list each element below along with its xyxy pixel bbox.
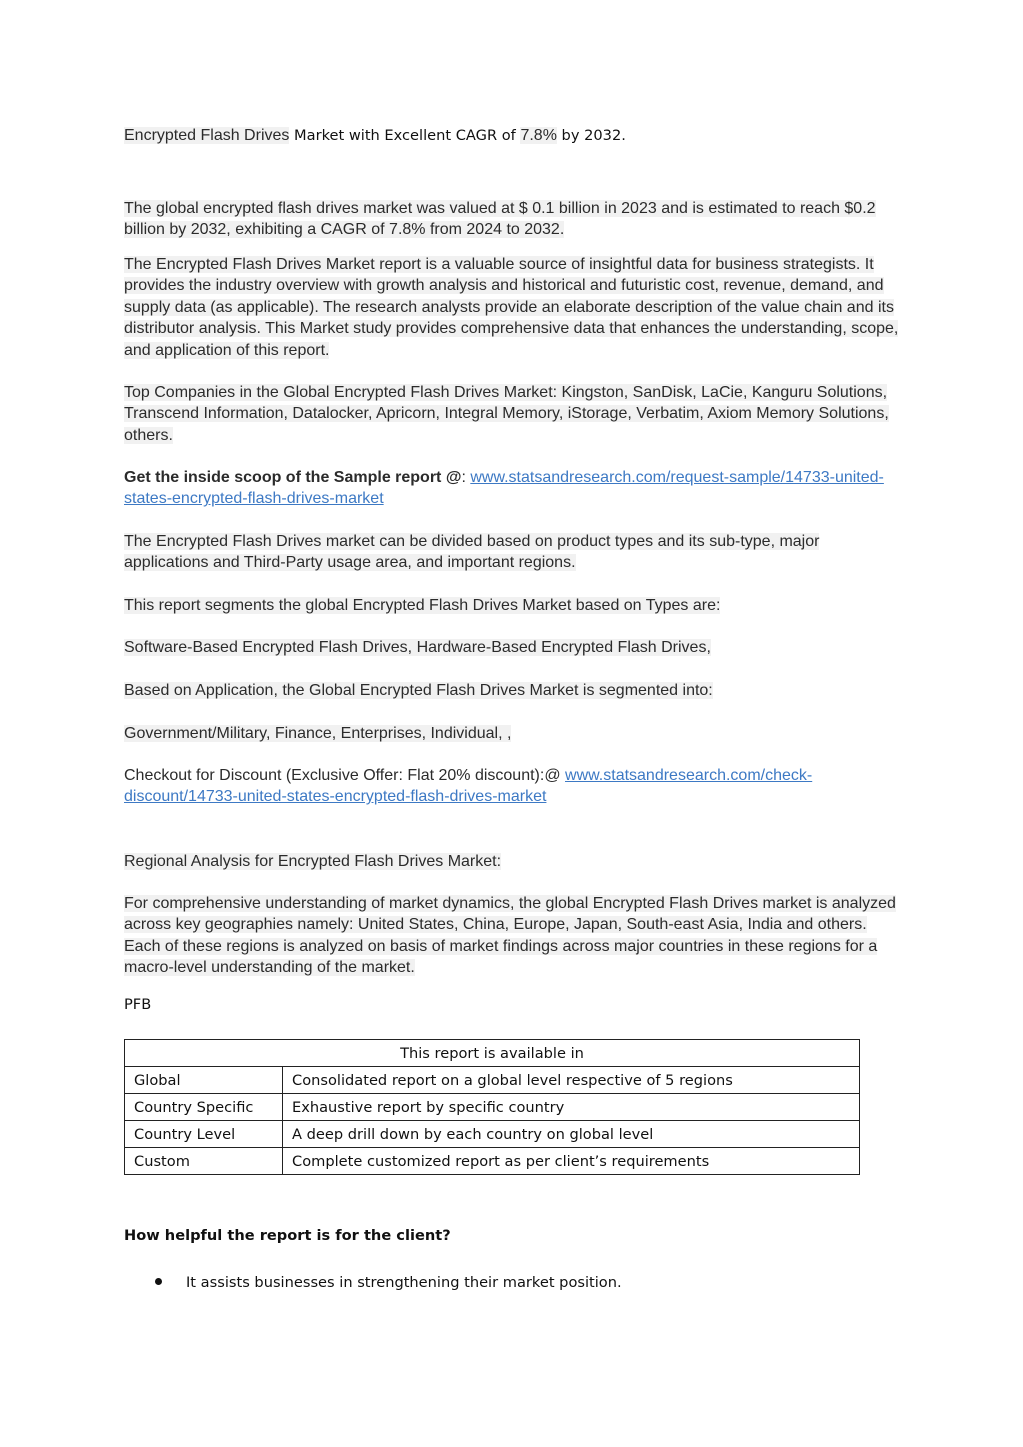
sample-report-link[interactable]: www.statsandresearch.com/request-sample/14733-united-states-encrypted-flash-drives-market bbox=[124, 469, 884, 508]
discount-link[interactable]: www.statsandresearch.com/check-discount/14733-united-states-encrypted-flash-drives-market bbox=[124, 767, 813, 806]
table-header-row bbox=[125, 1040, 860, 1067]
table-row bbox=[125, 1094, 860, 1121]
table-cell-scope: Custom bbox=[125, 1148, 283, 1175]
regional-heading: Regional Analysis for Encrypted Flash Drives Market: bbox=[124, 853, 502, 870]
page-title bbox=[124, 125, 904, 146]
regional-paragraph: For comprehensive understanding of market dynamics, the global Encrypted Flash Drives market is analyzed across key geographies namely: United States, China, Europe, Japan, South-east Asia, India and others. Each of these regions is analyzed on basis of market findings across major countries in these regions for a macro-level understanding of the market. bbox=[124, 895, 896, 977]
table-cell-scope: Country Level bbox=[125, 1121, 283, 1148]
bullet-item: It assists businesses in strengthening their market position. bbox=[186, 1274, 622, 1291]
helpful-heading: How helpful the report is for the client? bbox=[124, 1227, 451, 1244]
application-heading: Based on Application, the Global Encrypted Flash Drives Market is segmented into: bbox=[124, 682, 713, 699]
table-cell-detail: Consolidated report on a global level respective of 5 regions bbox=[283, 1067, 860, 1094]
application-list: Government/Military, Finance, Enterprises, Individual, , bbox=[124, 725, 512, 742]
title-text: Market with Excellent CAGR of bbox=[289, 127, 521, 144]
discount-paragraph bbox=[124, 765, 899, 808]
description-paragraph: The Encrypted Flash Drives Market report is a valuable source of insightful data for business strategists. It provides the industry overview with growth analysis and historical and futuristic cost, revenue, demand, and supply data (as applicable). The research analysts provide an elaborate description of the value chain and its distributor analysis. This Market study provides comprehensive data that enhances the understanding, scope, and application of this report. bbox=[124, 256, 899, 359]
availability-table bbox=[124, 1039, 860, 1175]
intro-paragraph: The global encrypted flash drives market was valued at $ 0.1 billion in 2023 and is estimated to reach $0.2 billion by 2032, exhibiting a CAGR of 7.8% from 2024 to 2032. bbox=[124, 200, 876, 239]
title-text-end: by 2032. bbox=[556, 127, 626, 144]
title-highlight-cagr: 7.8% bbox=[520, 127, 557, 144]
table-cell-detail: A deep drill down by each country on global level bbox=[283, 1121, 860, 1148]
sample-paragraph: Get the inside scoop of the Sample report @: www.statsandresearch.com/request-sample/14733-united-states-encrypted-flash-drives-market bbox=[124, 469, 884, 508]
table-row bbox=[125, 1067, 860, 1094]
segments-intro-paragraph: The Encrypted Flash Drives market can be divided based on product types and its sub-type, major applications and Third-Party usage area, and important regions. bbox=[124, 533, 820, 572]
types-list: Software-Based Encrypted Flash Drives, Hardware-Based Encrypted Flash Drives, bbox=[124, 639, 711, 656]
types-heading: This report segments the global Encrypted Flash Drives Market based on Types are: bbox=[124, 597, 721, 614]
table-cell-detail: Complete customized report as per client’s requirements bbox=[283, 1148, 860, 1175]
table-cell-detail: Exhaustive report by specific country bbox=[283, 1094, 860, 1121]
bullet-dot-icon bbox=[155, 1278, 162, 1285]
discount-label: Checkout for Discount (Exclusive Offer: Flat 20% discount):@ bbox=[124, 767, 566, 784]
table-row bbox=[125, 1148, 860, 1175]
table-cell-scope: Global bbox=[125, 1067, 283, 1094]
table-row bbox=[125, 1121, 860, 1148]
companies-paragraph: Top Companies in the Global Encrypted Flash Drives Market: Kingston, SanDisk, LaCie, Kanguru Solutions, Transcend Information, Datalocker, Apricorn, Integral Memory, iStorage, Verbatim, Axiom Memory Solutions, others. bbox=[124, 384, 889, 444]
table-header: This report is available in bbox=[125, 1040, 860, 1067]
title-highlight-product: Encrypted Flash Drives bbox=[124, 127, 290, 144]
pfb-text: PFB bbox=[124, 996, 152, 1013]
table-cell-scope: Country Specific bbox=[125, 1094, 283, 1121]
sample-label: Get the inside scoop of the Sample report @ bbox=[124, 469, 462, 486]
